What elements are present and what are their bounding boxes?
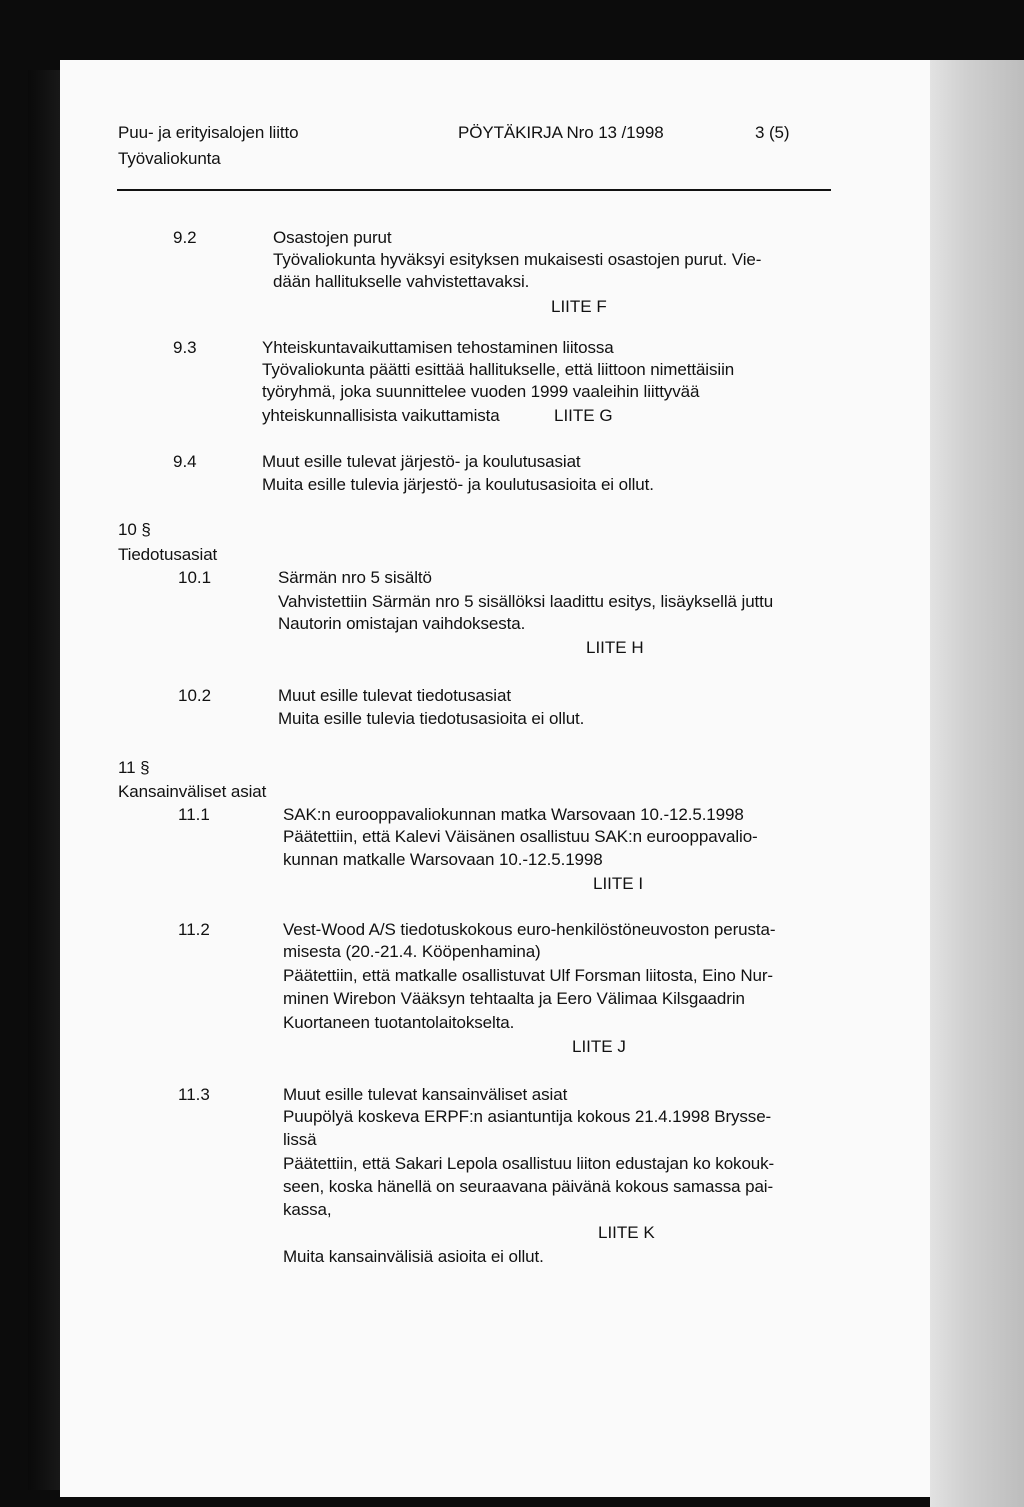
item-title: Muut esille tulevat tiedotusasiat <box>278 686 511 705</box>
item-text-line: Nautorin omistajan vaihdoksesta. <box>278 614 526 633</box>
item-number: 11.1 <box>178 805 210 824</box>
item-title: Osastojen purut <box>273 228 392 247</box>
item-text-line: Päätettiin, että Sakari Lepola osallistuu liiton edustajan ko kokouk- <box>283 1154 775 1173</box>
section-number: 10 § <box>118 520 151 539</box>
item-title: Särmän nro 5 sisältö <box>278 568 432 587</box>
item-text-line: misesta (20.-21.4. Kööpenhamina) <box>283 942 541 961</box>
item-text-line: kassa, <box>283 1200 332 1219</box>
scan-edge-right <box>930 60 1024 1507</box>
item-number: 9.4 <box>173 452 197 471</box>
item-text-line: Päätettiin, että Kalevi Väisänen osallistuu SAK:n eurooppavalio- <box>283 827 758 846</box>
attachment-label: LIITE I <box>593 874 644 893</box>
item-number: 11.2 <box>178 920 210 939</box>
scan-edge-left <box>28 70 64 1490</box>
item-title: Vest-Wood A/S tiedotuskokous euro-henkilöstöneuvoston perusta- <box>283 920 776 939</box>
item-text-line: Muita esille tulevia järjestö- ja koulutusasioita ei ollut. <box>262 475 654 494</box>
item-title: Muut esille tulevat järjestö- ja koulutusasiat <box>262 452 581 471</box>
item-text-line: Vahvistettiin Särmän nro 5 sisällöksi laadittu esitys, lisäyksellä juttu <box>278 592 774 611</box>
item-text-line: dään hallitukselle vahvistettavaksi. <box>273 272 530 291</box>
attachment-label: LIITE G <box>554 406 613 425</box>
item-text-line: yhteiskunnallisista vaikuttamista <box>262 406 500 425</box>
item-text-line: Kuortaneen tuotantolaitokselta. <box>283 1013 515 1032</box>
header-rule <box>117 189 831 191</box>
item-number: 11.3 <box>178 1085 210 1104</box>
header-committee: Työvaliokunta <box>118 149 221 168</box>
attachment-label: LIITE F <box>551 297 607 316</box>
item-number: 10.1 <box>178 568 212 587</box>
item-title: Muut esille tulevat kansainväliset asiat <box>283 1085 568 1104</box>
item-title: Yhteiskuntavaikuttamisen tehostaminen liitossa <box>262 338 614 357</box>
attachment-label: LIITE J <box>572 1037 626 1056</box>
item-number: 10.2 <box>178 686 212 705</box>
item-number: 9.2 <box>173 228 197 247</box>
item-text-line: Muita esille tulevia tiedotusasioita ei ollut. <box>278 709 585 728</box>
header-org: Puu- ja erityisalojen liitto <box>118 123 299 142</box>
attachment-label: LIITE H <box>586 638 644 657</box>
item-text-line: lissä <box>283 1130 317 1149</box>
section-number: 11 § <box>118 758 150 777</box>
item-text-line: Päätettiin, että matkalle osallistuvat Ulf Forsman liitosta, Eino Nur- <box>283 966 773 985</box>
item-text-line: Työvaliokunta hyväksyi esityksen mukaisesti osastojen purut. Vie- <box>273 250 762 269</box>
item-text-line: Työvaliokunta päätti esittää hallitukselle, että liittoon nimettäisiin <box>262 360 735 379</box>
header-doc-number: PÖYTÄKIRJA Nro 13 /1998 <box>458 123 664 142</box>
item-title: SAK:n eurooppavaliokunnan matka Warsovaan 10.-12.5.1998 <box>283 805 744 824</box>
item-text-line: työryhmä, joka suunnittelee vuoden 1999 vaaleihin liittyvää <box>262 382 700 401</box>
attachment-label: LIITE K <box>598 1223 655 1242</box>
item-text-line: minen Wirebon Vääksyn tehtaalta ja Eero Välimaa Kilsgaadrin <box>283 989 745 1008</box>
item-text-line: kunnan matkalle Warsovaan 10.-12.5.1998 <box>283 850 603 869</box>
item-text-line: Muita kansainvälisiä asioita ei ollut. <box>283 1247 544 1266</box>
item-text-line: Puupölyä koskeva ERPF:n asiantuntija kokous 21.4.1998 Brysse- <box>283 1107 772 1126</box>
item-text-line: seen, koska hänellä on seuraavana päivänä kokous samassa pai- <box>283 1177 774 1196</box>
item-number: 9.3 <box>173 338 197 357</box>
section-title: Tiedotusasiat <box>118 545 218 564</box>
section-title: Kansainväliset asiat <box>118 782 267 801</box>
header-page-number: 3 (5) <box>755 123 790 142</box>
